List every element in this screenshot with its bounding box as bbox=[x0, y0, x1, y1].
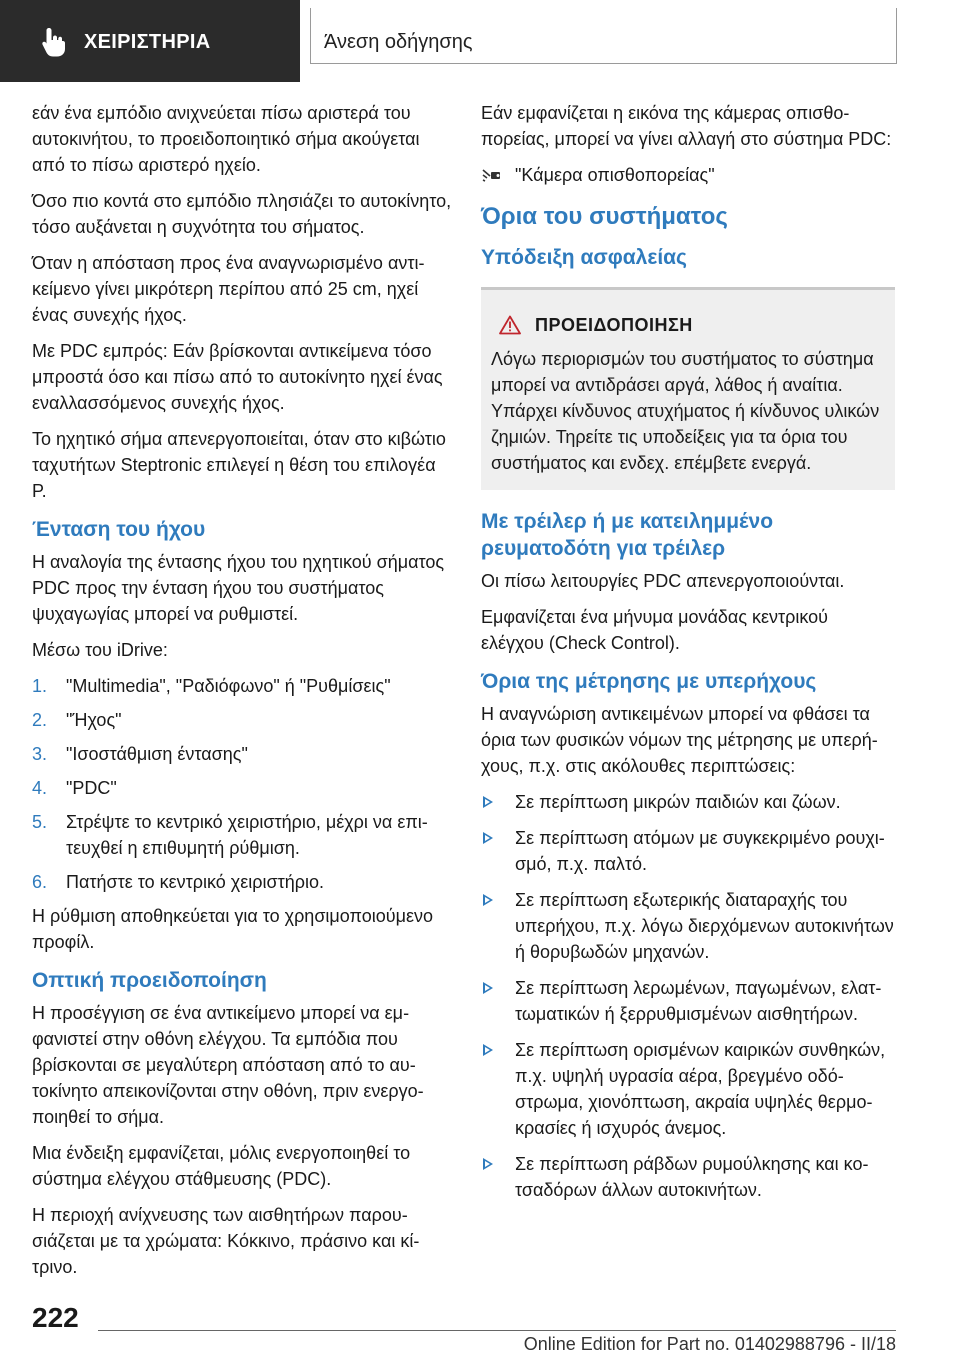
steps-list bbox=[32, 673, 452, 895]
warning-title: ΠΡΟΕΙΔΟΠΟΙΗΣΗ bbox=[535, 315, 693, 335]
paragraph: Όσο πιο κοντά στο εμπόδιο πλησιάζει το αυτοκίνητο, τόσο αυξάνεται η συχνότητα του σήματος. bbox=[32, 191, 452, 237]
step-number: 1. bbox=[32, 676, 48, 696]
bullet-text: Σε περίπτωση λερωμένων, παγωμένων, ελαττωματικών ή ξερρυθμισμένων αισθητήρων. bbox=[515, 978, 882, 1024]
list-item bbox=[481, 1037, 895, 1141]
paragraph: Οι πίσω λειτουργίες PDC απενεργοποιούνται. bbox=[481, 571, 845, 591]
limits-list bbox=[481, 789, 895, 1203]
list-item bbox=[481, 789, 895, 815]
bullet-text: Σε περίπτωση ράβδων ρυμούλκησης και κοτσαδόρων άλλων αυτοκινήτων. bbox=[515, 1154, 869, 1200]
list-item bbox=[32, 741, 452, 767]
hand-pointer-icon bbox=[40, 26, 68, 58]
chapter-title: Άνεση οδήγησης bbox=[324, 31, 473, 53]
warning-box bbox=[481, 287, 895, 490]
step-number: 6. bbox=[32, 872, 48, 892]
heading-trailer: Με τρέιλερ ή με κατειλημμένο ρευματοδότη για τρέιλερ bbox=[481, 510, 774, 560]
paragraph: Μέσω του iDrive: bbox=[32, 640, 168, 660]
list-item bbox=[32, 707, 452, 733]
heading-ultrasonic-limits: Όρια της μέτρησης με υπερήχους bbox=[481, 670, 817, 693]
step-text: Πατήστε το κεντρικό χειριστήριο. bbox=[66, 872, 324, 892]
camera-option-line bbox=[481, 162, 895, 188]
list-item bbox=[481, 975, 895, 1027]
footer-rule bbox=[98, 1330, 896, 1331]
paragraph: Η αναγνώριση αντικειμένων μπορεί να φθάσει τα όρια των φυσικών νόμων της μέτρησης με υπερήχους, π.χ. στις ακόλουθες περιπτώσεις: bbox=[481, 704, 878, 776]
list-item bbox=[32, 809, 452, 861]
step-text: Στρέψτε το κεντρικό χειριστήριο, μέχρι να επιτευχθεί η επιθυμητή ρύθμιση. bbox=[66, 812, 428, 858]
rear-camera-icon bbox=[481, 166, 503, 184]
heading-safety-note: Υπόδειξη ασφαλείας bbox=[481, 246, 687, 269]
list-item bbox=[481, 887, 895, 965]
list-item bbox=[32, 673, 452, 699]
step-text: "Ήχος" bbox=[66, 710, 122, 730]
bullet-text: Σε περίπτωση εξωτερικής διαταραχής του υπερήχου, π.χ. λόγω διερχόμενων αυτοκινήτων ή θορυβωδών μηχανών. bbox=[515, 890, 894, 962]
paragraph: Εμφανίζεται ένα μήνυμα μονάδας κεντρικού ελέγχου (Check Control). bbox=[481, 607, 829, 653]
page-number: 222 bbox=[32, 1302, 79, 1333]
bullet-text: Σε περίπτωση ορισμένων καιρικών συνθηκών, π.χ. υψηλή υγρασία αέρα, βρεγμένο οδόστρωμα, χιονόπτωση, ακραία υψηλές θερμοκρασίες ή ισχυρός άνεμος. bbox=[515, 1040, 886, 1138]
paragraph: Με PDC εμπρός: Εάν βρίσκονται αντικείμενα τόσο μπροστά όσο και πίσω από το αυτοκίνητο ηχεί ένας εναλλασσόμενος συνεχής ήχος. bbox=[32, 341, 443, 413]
paragraph: Η περιοχή ανίχνευσης των αισθητήρων παρουσιάζεται με τα χρώματα: Κόκκινο, πράσινο και κίτρινο. bbox=[32, 1205, 420, 1277]
camera-option-label: "Κάμερα οπισθοπορείας" bbox=[515, 165, 715, 185]
heading-volume: Ένταση του ήχου bbox=[32, 518, 206, 541]
paragraph: Όταν η απόσταση προς ένα αναγνωρισμένο αντικείμενο γίνει μικρότερη περίπου από 25 cm, ηχεί ένας συνεχής ήχος. bbox=[32, 253, 425, 325]
paragraph: Η ρύθμιση αποθηκεύεται για το χρησιμοποιούμενο προφίλ. bbox=[32, 906, 433, 952]
header-divider bbox=[310, 8, 311, 64]
list-item bbox=[32, 775, 452, 801]
list-item bbox=[32, 869, 452, 895]
bullet-triangle-icon bbox=[483, 894, 493, 906]
warning-text: Λόγω περιορισμών του συστήματος το σύστημα μπορεί να αντιδράσει αργά, λάθος ή αναίτια. Υπάρχει κίνδυνος ατυχήματος ή κίνδυνος υλικών ζημιών. Τηρείτε τις υποδείξεις για τα όρια του συστήματος και ενδεχ. επέμβετε ενεργά. bbox=[491, 349, 880, 473]
step-number: 4. bbox=[32, 778, 48, 798]
bullet-text: Σε περίπτωση μικρών παιδιών και ζώων. bbox=[515, 792, 841, 812]
paragraph: Εάν εμφανίζεται η εικόνα της κάμερας οπισθοπορείας, μπορεί να γίνει αλλαγή στο σύστημα PDC: bbox=[481, 103, 892, 149]
heading-system-limits: Όρια του συστήματος bbox=[481, 203, 728, 230]
list-item bbox=[481, 825, 895, 877]
bullet-triangle-icon bbox=[483, 796, 493, 808]
list-item bbox=[481, 1151, 895, 1203]
heading-visual-warning: Οπτική προειδοποίηση bbox=[32, 969, 267, 992]
right-column bbox=[481, 100, 895, 1213]
section-label: ΧΕΙΡΙΣΤΗΡΙΑ bbox=[84, 31, 211, 53]
paragraph: Μια ένδειξη εμφανίζεται, μόλις ενεργοποιηθεί το σύστημα ελέγχου στάθμευσης (PDC). bbox=[32, 1143, 411, 1189]
header-rule-end bbox=[896, 8, 897, 64]
step-number: 2. bbox=[32, 710, 48, 730]
edition-text: Online Edition for Part no. 01402988796 - II/18 bbox=[523, 1334, 896, 1354]
bullet-triangle-icon bbox=[483, 1158, 493, 1170]
section-tab bbox=[0, 0, 300, 82]
step-number: 3. bbox=[32, 744, 48, 764]
bullet-text: Σε περίπτωση ατόμων με συγκεκριμένο ρουχισμό, π.χ. παλτό. bbox=[515, 828, 885, 874]
step-text: "Multimedia", "Ραδιόφωνο" ή "Ρυθμίσεις" bbox=[66, 676, 391, 696]
step-text: "Ισοστάθμιση έντασης" bbox=[66, 744, 248, 764]
paragraph: Το ηχητικό σήμα απενεργοποιείται, όταν στο κιβώτιο ταχυτήτων Steptronic επιλεγεί η θέση του επιλογέα P. bbox=[32, 429, 446, 501]
warning-header bbox=[491, 312, 883, 338]
paragraph: Η προσέγγιση σε ένα αντικείμενο μπορεί να εμφανιστεί στην οθόνη ελέγχου. Τα εμπόδια που βρίσκονται σε μεγαλύτερη απόσταση από το αυτοκίνητο απεικονίζονται στην οθόνη, πριν ενεργοποιηθεί το σήμα. bbox=[32, 1003, 424, 1127]
header-rule bbox=[310, 63, 897, 64]
bullet-triangle-icon bbox=[483, 832, 493, 844]
step-number: 5. bbox=[32, 812, 48, 832]
bullet-triangle-icon bbox=[483, 1044, 493, 1056]
paragraph: εάν ένα εμπόδιο ανιχνεύεται πίσω αριστερά του αυτοκινήτου, το προειδοποιητικό σήμα ακούγεται από το πίσω αριστερό ηχείο. bbox=[32, 103, 420, 175]
warning-triangle-icon bbox=[499, 315, 521, 335]
left-column bbox=[32, 100, 452, 1290]
bullet-triangle-icon bbox=[483, 982, 493, 994]
step-text: "PDC" bbox=[66, 778, 117, 798]
paragraph: Η αναλογία της έντασης ήχου του ηχητικού σήματος PDC προς την ένταση ήχου του συστήματος ψυχαγωγίας μπορεί να ρυθμιστεί. bbox=[32, 552, 445, 624]
